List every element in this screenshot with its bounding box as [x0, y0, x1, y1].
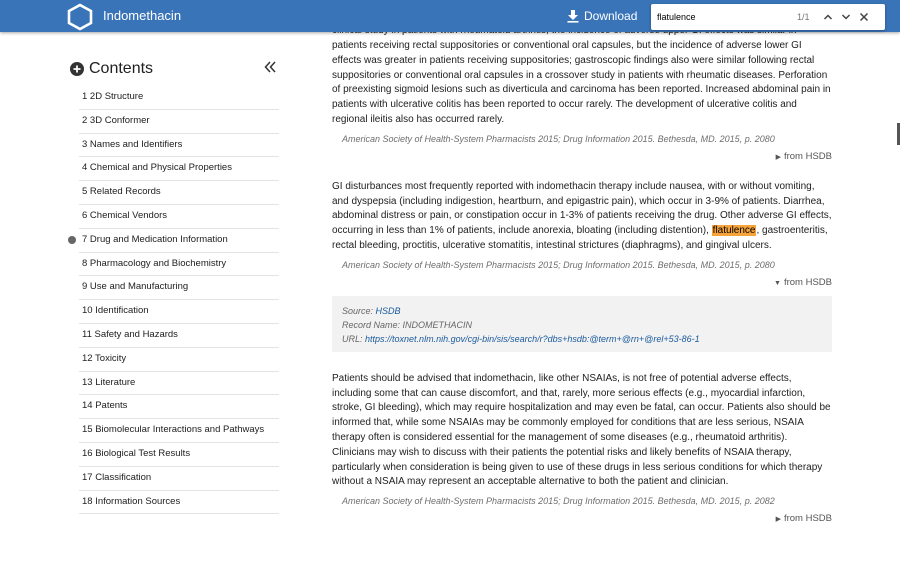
source-details: [332, 296, 832, 352]
main-content: [332, 39, 832, 526]
section-text: patients receiving rectal suppositories or conventional oral capsules, but the incidence of adverse lower GI effects was greater in patients receiving suppositories; gastroscopic findings also were similar following rectal suppositories or conventional oral capsules in a crossover study in patients with rheumatic diseases. Perforation of preexisting sigmoid lesions such as diverticula and carcinoma has been reported. Increased abdominal pain in patients with ulcerative colitis has been reported to occur rarely. The development of ulcerative colitis and regional ileitis also has occurred rarely.: [332, 40, 831, 125]
hexagon-logo-icon[interactable]: [66, 3, 94, 31]
record-name-line: [342, 318, 822, 332]
url-label: URL:: [342, 333, 363, 344]
plus-circle-icon[interactable]: [70, 62, 84, 76]
toc-item-drug-medication-information[interactable]: 7 Drug and Medication Information: [79, 229, 279, 253]
from-source-toggle[interactable]: [332, 277, 832, 290]
record-name-label: Record Name:: [342, 319, 401, 330]
section-text: [332, 180, 832, 254]
toc-item-use-manufacturing[interactable]: 9 Use and Manufacturing: [79, 276, 279, 300]
contents-title: Contents: [89, 60, 154, 77]
chevron-up-icon: [823, 12, 833, 22]
toc-item-biomolecular-interactions[interactable]: 15 Biomolecular Interactions and Pathways: [79, 419, 279, 443]
section-text: Patients should be advised that indomethacin, like other NSAIAs, is not free of potential adverse effects, including some that can cause discomfort, and that, rarely, more serious effects (e.g., myocardial infarction, stroke, GI bleeding), which may require hospitalization and may even be fatal, can occur. Patients also should be informed that, while some NSAIAs may be commonly employed for conditions that are less serious, NSAIA therapy often is considered essential for the management of some diseases (e.g., rheumatoid arthritis). Clinicians may wish to discuss with their patients the potential risks and likely benefits of NSAIA therapy, particularly when consideration is being given to use of these drugs in less serious conditions for which therapy without a NSAIA may represent an acceptable alternative to both the patient and clinician.: [332, 372, 831, 488]
citation: American Society of Health-System Pharmacists 2015; Drug Information 2015. Bethesda, MD. 2015, p. 2080: [342, 133, 775, 144]
find-match-count: 1/1: [797, 12, 810, 22]
find-input[interactable]: [657, 12, 777, 22]
download-label: Download: [584, 9, 638, 23]
close-icon: [859, 12, 869, 22]
toc-item-names-identifiers[interactable]: 3 Names and Identifiers: [79, 134, 279, 158]
caret-down-icon: ▼: [774, 279, 781, 287]
chevron-down-icon: [841, 12, 851, 22]
from-source-toggle[interactable]: [332, 513, 832, 526]
find-highlight: flatulence: [712, 225, 756, 237]
url-link[interactable]: https://toxnet.nlm.nih.gov/cgi-bin/sis/search/r?dbs+hsdb:@term+@rn+@rel+53-86-1: [365, 333, 700, 344]
from-source-label: from HSDB: [783, 276, 832, 288]
toc-item-literature[interactable]: 13 Literature: [79, 372, 279, 396]
caret-right-icon: ▶: [775, 516, 781, 524]
toc-item-information-sources[interactable]: 18 Information Sources: [79, 491, 279, 515]
table-of-contents: [79, 86, 279, 514]
toc-item-chemical-physical-properties[interactable]: 4 Chemical and Physical Properties: [79, 157, 279, 181]
find-previous-button[interactable]: [819, 6, 837, 28]
toc-item-chemical-vendors[interactable]: 6 Chemical Vendors: [79, 205, 279, 229]
source-line: [342, 304, 822, 318]
double-chevron-left-icon: [263, 60, 277, 74]
section-text-before: GI disturbances most frequently reported with indomethacin therapy include nausea, with or without vomiting, and dyspepsia (including indigestion, heartburn, and epigastric pain), which occur in 3-9% of patients. Diarrhea, abdominal distress or pain, or constipation occur in 1-3% of patients receiving the drug. Other adverse GI effects, occurring in less than 1% of patients, include anorexia, bloating (including distention),: [332, 180, 832, 237]
record-name-value: INDOMETHACIN: [402, 319, 473, 330]
toc-item-identification[interactable]: 10 Identification: [79, 300, 279, 324]
contents-header: [70, 60, 153, 78]
url-line: [342, 332, 822, 346]
collapse-sidebar-button[interactable]: [263, 60, 277, 76]
toc-item-pharmacology-biochemistry[interactable]: 8 Pharmacology and Biochemistry: [79, 253, 279, 277]
info-section: [332, 180, 832, 352]
caret-right-icon: ▶: [775, 153, 781, 161]
source-label: Source:: [342, 305, 374, 316]
toc-item-safety-hazards[interactable]: 11 Safety and Hazards: [79, 324, 279, 348]
info-section: [332, 39, 832, 164]
from-source-toggle[interactable]: [332, 151, 832, 164]
source-link[interactable]: HSDB: [375, 305, 401, 316]
toc-item-2d-structure[interactable]: 1 2D Structure: [79, 86, 279, 110]
find-bar: [651, 4, 885, 30]
toc-item-related-records[interactable]: 5 Related Records: [79, 181, 279, 205]
from-source-label: from HSDB: [783, 513, 832, 525]
section-text-after: , gastroenteritis, rectal bleeding, proctitis, ulcerative stomatitis, intestinal strictures (diaphragms), and gingival ulcers.: [332, 225, 828, 251]
find-close-button[interactable]: [855, 6, 873, 28]
citation: American Society of Health-System Pharmacists 2015; Drug Information 2015. Bethesda, MD. 2015, p. 2080: [342, 259, 775, 270]
download-button[interactable]: [566, 6, 637, 26]
download-icon: [566, 9, 580, 23]
info-section: [332, 372, 832, 526]
toc-item-biological-test-results[interactable]: 16 Biological Test Results: [79, 443, 279, 467]
compound-title[interactable]: Indomethacin: [103, 8, 182, 23]
toc-item-3d-conformer[interactable]: 2 3D Conformer: [79, 110, 279, 134]
citation: American Society of Health-System Pharmacists 2015; Drug Information 2015. Bethesda, MD. 2015, p. 2082: [342, 496, 775, 507]
toc-item-patents[interactable]: 14 Patents: [79, 395, 279, 419]
toc-item-toxicity[interactable]: 12 Toxicity: [79, 348, 279, 372]
find-next-button[interactable]: [837, 6, 855, 28]
toc-item-classification[interactable]: 17 Classification: [79, 467, 279, 491]
from-source-label: from HSDB: [783, 150, 832, 162]
